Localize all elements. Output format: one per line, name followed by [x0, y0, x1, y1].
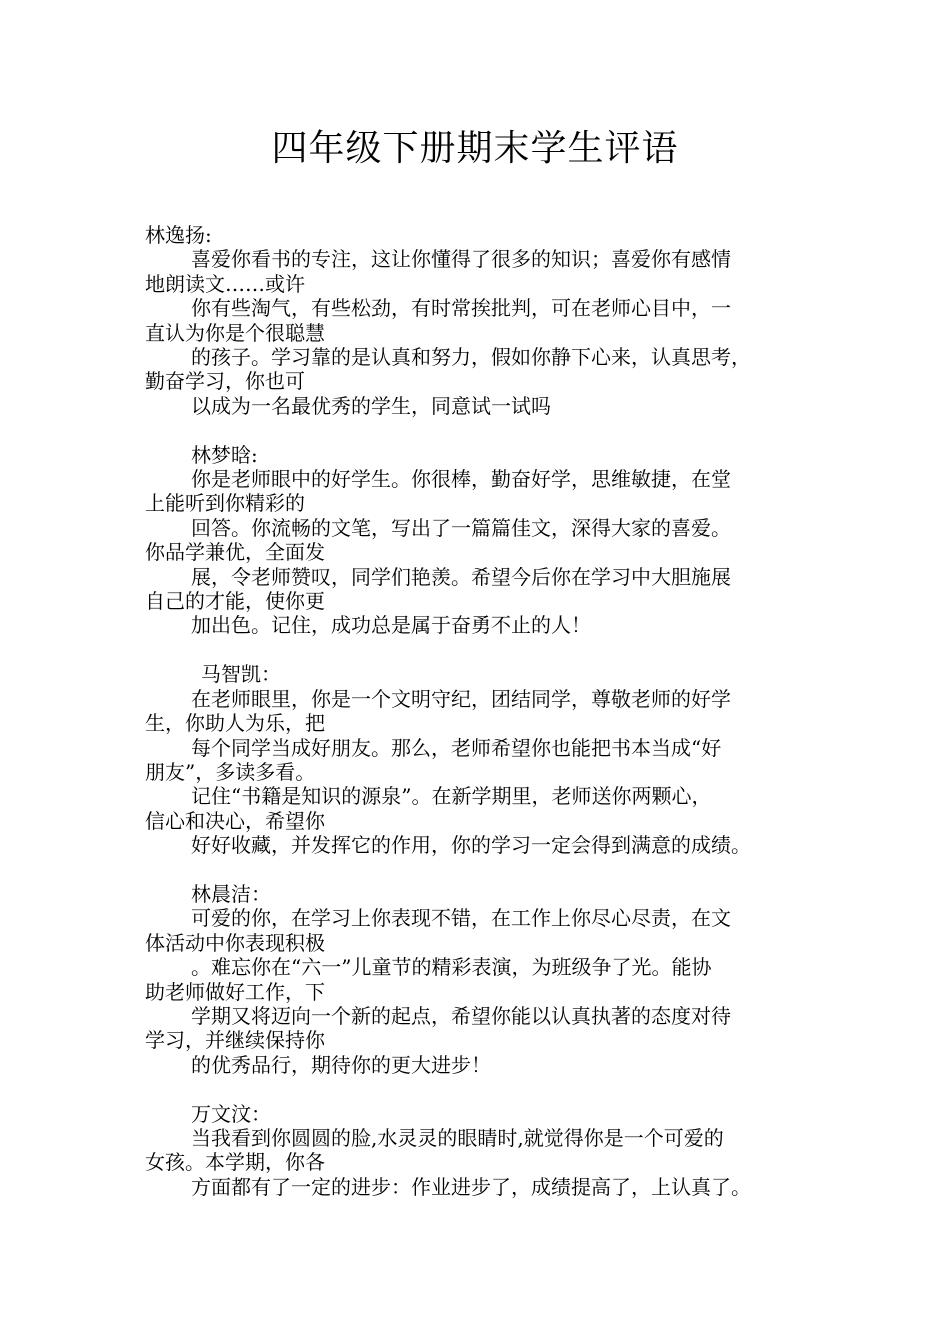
comment-line: 当我看到你圆圆的脸,水灵灵的眼睛时,就觉得你是一个可爱的: [191, 1125, 724, 1150]
comment-line: 回答。你流畅的文笔，写出了一篇篇佳文，深得大家的喜爱。: [191, 515, 731, 540]
comment-line: 学期又将迈向一个新的起点，希望你能以认真执著的态度对待: [191, 1003, 731, 1028]
comment-line: 加出色。记住，成功总是属于奋勇不止的人！: [191, 613, 591, 638]
comment-line: 记住“书籍是知识的源泉”。在新学期里，老师送你两颗心，: [191, 784, 712, 809]
spacer: [145, 1077, 813, 1101]
comment-line: 的优秀品行，期待你的更大进步！: [191, 1052, 491, 1077]
spacer: [145, 858, 813, 882]
comment-line: 。难忘你在“六一”儿童节的精彩表演，为班级争了光。能协: [191, 955, 712, 980]
comment-line: 体活动中你表现积极: [145, 930, 325, 955]
student-name: 林逸扬:: [145, 223, 212, 247]
spacer: [145, 418, 813, 442]
student-name: 林晨洁：: [191, 881, 271, 906]
comment-line: 信心和决心，希望你: [145, 808, 325, 833]
comment-line: 朋友”，多读多看。: [145, 759, 316, 784]
comment-line: 地朗读文……或许: [145, 271, 305, 296]
comment-line: 方面都有了一定的进步：作业进步了，成绩提高了，上认真了。: [191, 1174, 751, 1199]
comment-line: 你是老师眼中的好学生。你很棒，勤奋好学，思维敏捷，在堂: [191, 467, 731, 492]
comment-line: 喜爱你看书的专注，这让你懂得了很多的知识；喜爱你有感情: [191, 247, 731, 272]
comment-line: 自己的才能，使你更: [145, 589, 325, 614]
comment-line: 好好收藏，并发挥它的作用，你的学习一定会得到满意的成绩。: [191, 833, 751, 858]
comment-line: 你有些淘气，有些松劲，有时常挨批判，可在老师心目中，一: [191, 296, 731, 321]
student-name: 林梦晗:: [191, 442, 258, 467]
comment-line: 上能听到你精彩的: [145, 491, 305, 516]
student-name: 马智凯：: [201, 662, 281, 687]
comment-line: 的孩子。学习靠的是认真和努力，假如你静下心来，认真思考，: [191, 345, 751, 370]
comment-line: 直认为你是个很聪慧: [145, 320, 325, 345]
comment-line: 你品学兼优，全面发: [145, 540, 325, 565]
comment-line: 展，令老师赞叹，同学们艳羡。希望今后你在学习中大胆施展: [191, 564, 731, 589]
document-body: [145, 223, 813, 1199]
page-title: 四年级下册期末学生评语: [271, 128, 679, 169]
comment-line: 以成为一名最优秀的学生，同意试一试吗: [191, 393, 551, 418]
comment-line: 勤奋学习，你也可: [145, 369, 305, 394]
comment-line: 每个同学当成好朋友。那么，老师希望你也能把书本当成“好: [191, 735, 722, 760]
comment-line: 在老师眼里，你是一个文明守纪，团结同学，尊敬老师的好学: [191, 686, 731, 711]
student-name: 万文汶：: [191, 1101, 271, 1126]
comment-line: 生，你助人为乐，把: [145, 711, 325, 736]
comment-line: 学习，并继续保持你: [145, 1028, 325, 1053]
comment-line: 女孩。本学期，你各: [145, 1150, 325, 1175]
comment-line: 助老师做好工作，下: [145, 979, 325, 1004]
spacer: [145, 638, 813, 662]
comment-line: 可爱的你，在学习上你表现不错，在工作上你尽心尽责，在文: [191, 906, 731, 931]
